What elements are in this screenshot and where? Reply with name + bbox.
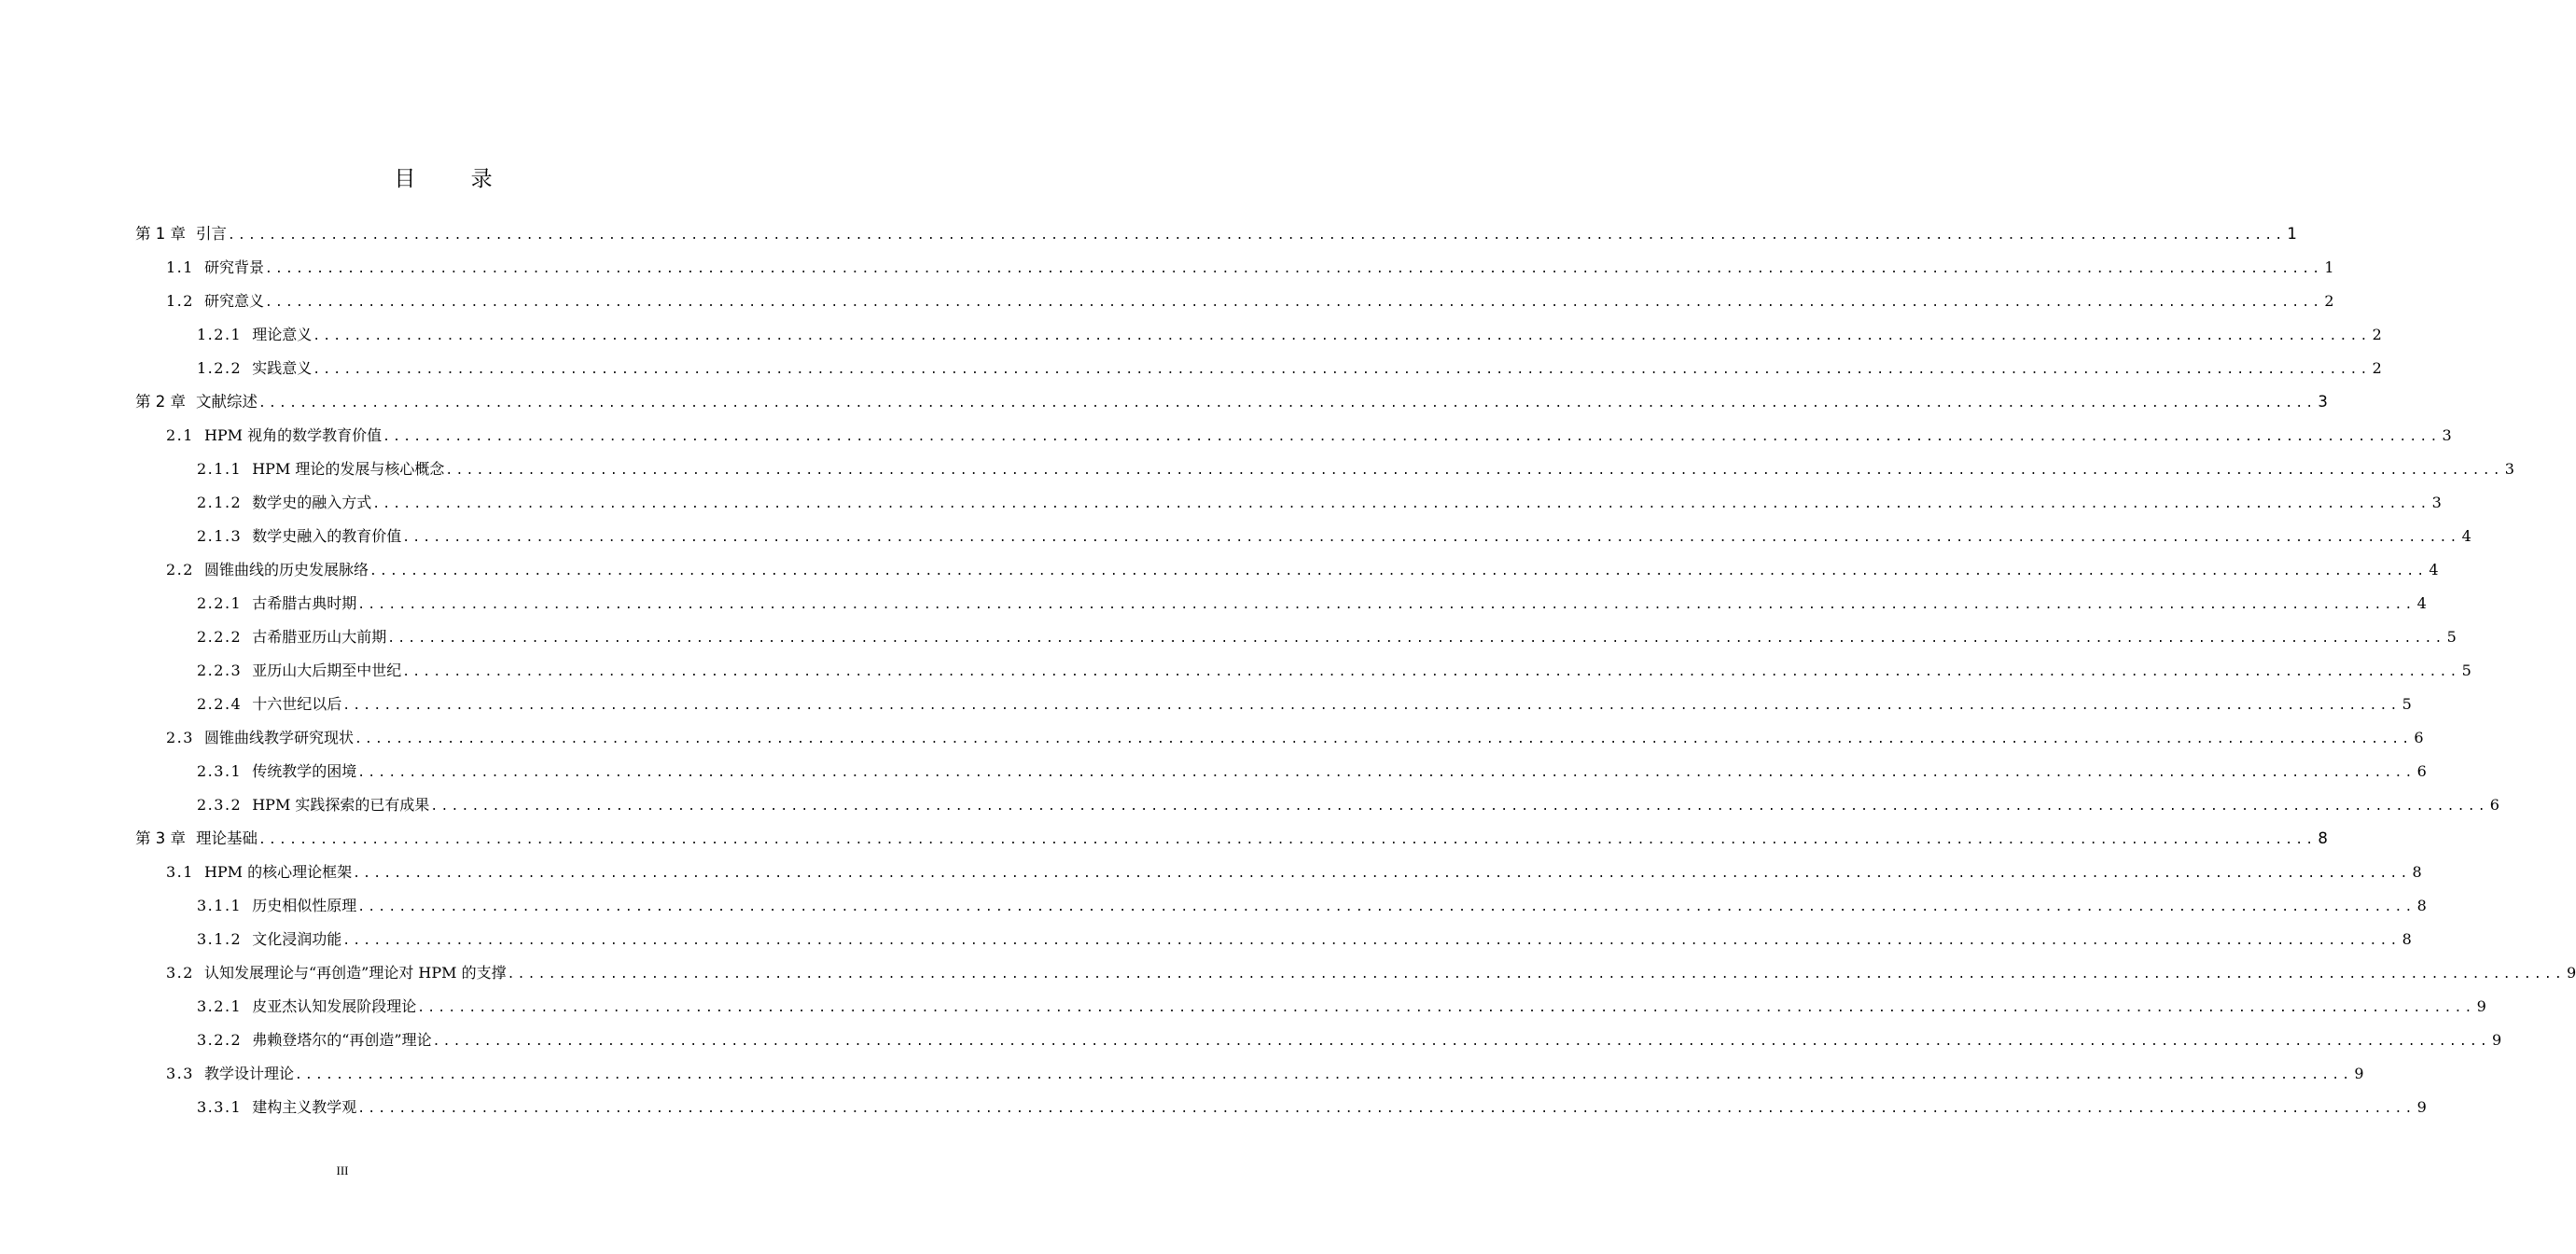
toc-entry-number: 2.2 — [166, 561, 194, 578]
toc-entry-title: 弗赖登塔尔的“再创造”理论 — [252, 1031, 432, 1049]
toc-entry-title: 理论基础 — [196, 829, 258, 847]
toc-dot-leader: ........................................................................................................................................................................................................ — [383, 430, 2441, 444]
toc-entry[interactable] — [197, 590, 2427, 618]
toc-entry-page: 9 — [2416, 1098, 2427, 1116]
toc-entry-page: 1 — [2324, 258, 2334, 276]
toc-dot-leader: ........................................................................................................................................................................................................ — [357, 598, 2416, 612]
toc-entry-page: 6 — [2414, 729, 2424, 746]
toc-entry-number: 第 3 章 — [135, 829, 186, 847]
toc-dot-leader: ........................................................................................................................................................................................................ — [264, 296, 2323, 310]
toc-dot-leader: ........................................................................................................................................................................................................ — [357, 1102, 2416, 1116]
toc-entry-title: 历史相似性原理 — [252, 897, 357, 914]
toc-dot-leader: ........................................................................................................................................................................................................ — [372, 497, 2430, 511]
toc-dot-leader: ........................................................................................................................................................................................................ — [294, 1068, 2353, 1082]
toc-entry-number: 2.2.2 — [197, 628, 243, 646]
toc-entry-title: HPM 理论的发展与核心概念 — [252, 460, 445, 478]
toc-entry-title: 古希腊古典时期 — [252, 594, 357, 612]
toc-entry-title: HPM 的核心理论框架 — [203, 863, 353, 881]
toc-dot-leader: ........................................................................................................................................................................................................ — [342, 934, 2401, 948]
toc-dot-leader: ........................................................................................................................................................................................................ — [432, 1035, 2490, 1049]
toc-dot-leader: ........................................................................................................................................................................................................ — [354, 732, 2413, 746]
toc-entry-title: 认知发展理论与“再创造”理论对 HPM 的支撑 — [203, 964, 507, 982]
toc-entry-page: 8 — [2402, 930, 2412, 948]
toc-entry-page: 5 — [2461, 662, 2472, 679]
toc-entry[interactable] — [197, 892, 2427, 920]
toc-dot-leader: ........................................................................................................................................................................................................ — [417, 1001, 2475, 1015]
toc-entry-page: 9 — [2566, 964, 2576, 982]
toc-entry-page: 6 — [2489, 796, 2499, 814]
toc-entry-page: 3 — [2318, 393, 2328, 411]
toc-entry[interactable] — [197, 522, 2472, 550]
toc-entry[interactable] — [166, 959, 2576, 987]
toc-entry-number: 3.3.1 — [197, 1098, 243, 1116]
toc-entry-number: 3.1 — [166, 863, 194, 881]
toc-entry-number: 1.1 — [166, 258, 194, 276]
toc-entry[interactable] — [135, 825, 2328, 853]
toc-entry-title: 圆锥曲线教学研究现状 — [203, 729, 354, 746]
toc-entry[interactable] — [197, 455, 2514, 483]
toc-entry-number: 2.1.3 — [197, 527, 243, 545]
toc-entry[interactable] — [135, 220, 2297, 248]
toc-entry-number: 3.2 — [166, 964, 194, 982]
toc-entry[interactable] — [197, 355, 2382, 383]
toc-dot-leader: ........................................................................................................................................................................................................ — [353, 867, 2411, 881]
toc-entry[interactable] — [166, 422, 2452, 450]
toc-entry-number: 2.3.2 — [197, 796, 243, 814]
toc-entry-number: 1.2.2 — [197, 359, 243, 377]
toc-entry-page: 5 — [2446, 628, 2457, 646]
toc-entry-page: 4 — [2416, 594, 2427, 612]
toc-dot-leader: ........................................................................................................................................................................................................ — [258, 397, 2317, 411]
toc-entry-number: 2.1.1 — [197, 460, 243, 478]
toc-entry-page: 5 — [2402, 695, 2412, 713]
toc-entry-page: 8 — [2416, 897, 2427, 914]
toc-entry-page: 8 — [2318, 829, 2328, 847]
toc-entry-title: 传统教学的困境 — [252, 762, 357, 780]
toc-dot-leader: ........................................................................................................................................................................................................ — [402, 531, 2460, 545]
toc-entry[interactable] — [166, 724, 2424, 752]
toc-entry-title: 研究意义 — [203, 292, 264, 310]
toc-entry-title: 皮亚杰认知发展阶段理论 — [252, 997, 417, 1015]
toc-entry[interactable] — [197, 791, 2499, 819]
toc-entry[interactable] — [166, 556, 2439, 584]
toc-entry-title: 圆锥曲线的历史发展脉络 — [203, 561, 369, 578]
toc-entry-page: 9 — [2476, 997, 2486, 1015]
toc-entry-title: 建构主义教学观 — [252, 1098, 357, 1116]
toc-entry[interactable] — [197, 321, 2382, 349]
toc-dot-leader: ........................................................................................................................................................................................................ — [357, 900, 2416, 914]
toc-entry[interactable] — [197, 758, 2427, 786]
toc-entry-page: 2 — [2372, 359, 2382, 377]
footer-page-number: III — [336, 1163, 349, 1177]
toc-entry-title: 文化浸润功能 — [252, 930, 342, 948]
toc-entry-number: 2.2.1 — [197, 594, 243, 612]
toc-entry-number: 1.2 — [166, 292, 194, 310]
toc-entry-number: 3.3 — [166, 1065, 194, 1082]
toc-entry-title: 十六世纪以后 — [252, 695, 342, 713]
toc-entry-title: 文献综述 — [196, 393, 258, 411]
toc-entry-title: 数学史融入的教育价值 — [252, 527, 402, 545]
toc-entry[interactable] — [197, 489, 2442, 517]
toc-entry[interactable] — [166, 858, 2422, 886]
toc-entry[interactable] — [197, 657, 2472, 685]
toc-entry-page: 3 — [2442, 426, 2452, 444]
toc-dot-leader: ........................................................................................................................................................................................................ — [387, 632, 2445, 646]
toc-dot-leader: ........................................................................................................................................................................................................ — [313, 363, 2371, 377]
toc-entry-number: 2.1.2 — [197, 494, 243, 511]
toc-dot-leader: ........................................................................................................................................................................................................ — [342, 699, 2401, 713]
toc-entry[interactable] — [197, 993, 2486, 1021]
toc-dot-leader: ........................................................................................................................................................................................................ — [258, 833, 2317, 847]
toc-entry-title: 古希腊亚历山大前期 — [252, 628, 387, 646]
toc-entry[interactable] — [166, 254, 2334, 282]
toc-entry-page: 2 — [2324, 292, 2334, 310]
toc-entry-page: 3 — [2504, 460, 2514, 478]
toc-entry-title: 数学史的融入方式 — [252, 494, 372, 511]
toc-entry[interactable] — [166, 1060, 2364, 1088]
toc-entry-page: 9 — [2354, 1065, 2364, 1082]
toc-entry-page: 8 — [2412, 863, 2422, 881]
toc-entry-title: HPM 实践探索的已有成果 — [252, 796, 430, 814]
toc-entry-page: 6 — [2416, 762, 2427, 780]
toc-entry-number: 3.1.1 — [197, 897, 243, 914]
toc-entry-number: 2.3 — [166, 729, 194, 746]
toc-dot-leader: ........................................................................................................................................................................................................ — [357, 766, 2416, 780]
toc-entry-number: 2.3.1 — [197, 762, 243, 780]
toc-entry-number: 2.1 — [166, 426, 194, 444]
toc-entry[interactable] — [135, 388, 2328, 416]
toc-entry[interactable] — [197, 1094, 2427, 1122]
toc-entry[interactable] — [197, 926, 2412, 954]
toc-entry-number: 3.2.1 — [197, 997, 243, 1015]
toc-dot-leader: ........................................................................................................................................................................................................ — [507, 968, 2565, 982]
toc-entry-page: 1 — [2287, 225, 2297, 243]
toc-entry-page: 4 — [2461, 527, 2472, 545]
toc-entry-page: 4 — [2429, 561, 2439, 578]
toc-entry-title: 亚历山大后期至中世纪 — [252, 662, 402, 679]
toc-entry-number: 3.2.2 — [197, 1031, 243, 1049]
toc-entry[interactable] — [166, 287, 2334, 315]
toc-entry-page: 3 — [2431, 494, 2442, 511]
toc-dot-leader: ........................................................................................................................................................................................................ — [430, 800, 2488, 814]
page-title: 目 录 — [394, 167, 517, 191]
toc-entry-number: 第 2 章 — [135, 393, 186, 411]
toc-entry[interactable] — [197, 690, 2412, 718]
toc-entry[interactable] — [197, 623, 2457, 651]
toc-entry-title: 研究背景 — [203, 258, 264, 276]
toc-entry-title: 教学设计理论 — [203, 1065, 294, 1082]
toc-entry-title: 理论意义 — [252, 326, 313, 343]
toc-dot-leader: ........................................................................................................................................................................................................ — [369, 564, 2428, 578]
toc-dot-leader: ........................................................................................................................................................................................................ — [445, 464, 2503, 478]
toc-dot-leader: ........................................................................................................................................................................................................ — [402, 665, 2460, 679]
toc-dot-leader: ........................................................................................................................................................................................................ — [313, 329, 2371, 343]
toc-entry-number: 3.1.2 — [197, 930, 243, 948]
toc-dot-leader: ........................................................................................................................................................................................................ — [228, 229, 2286, 243]
toc-entry-title: 实践意义 — [252, 359, 313, 377]
toc-entry-number: 2.2.3 — [197, 662, 243, 679]
toc-entry-title: HPM 视角的数学教育价值 — [203, 426, 383, 444]
toc-entry-number: 第 1 章 — [135, 225, 186, 243]
toc-entry-number: 2.2.4 — [197, 695, 243, 713]
toc-dot-leader: ........................................................................................................................................................................................................ — [264, 262, 2323, 276]
toc-entry[interactable] — [197, 1026, 2502, 1054]
toc-entry-number: 1.2.1 — [197, 326, 243, 343]
toc-entry-title: 引言 — [196, 225, 227, 243]
toc-entry-page: 2 — [2372, 326, 2382, 343]
toc-entry-page: 9 — [2491, 1031, 2502, 1049]
